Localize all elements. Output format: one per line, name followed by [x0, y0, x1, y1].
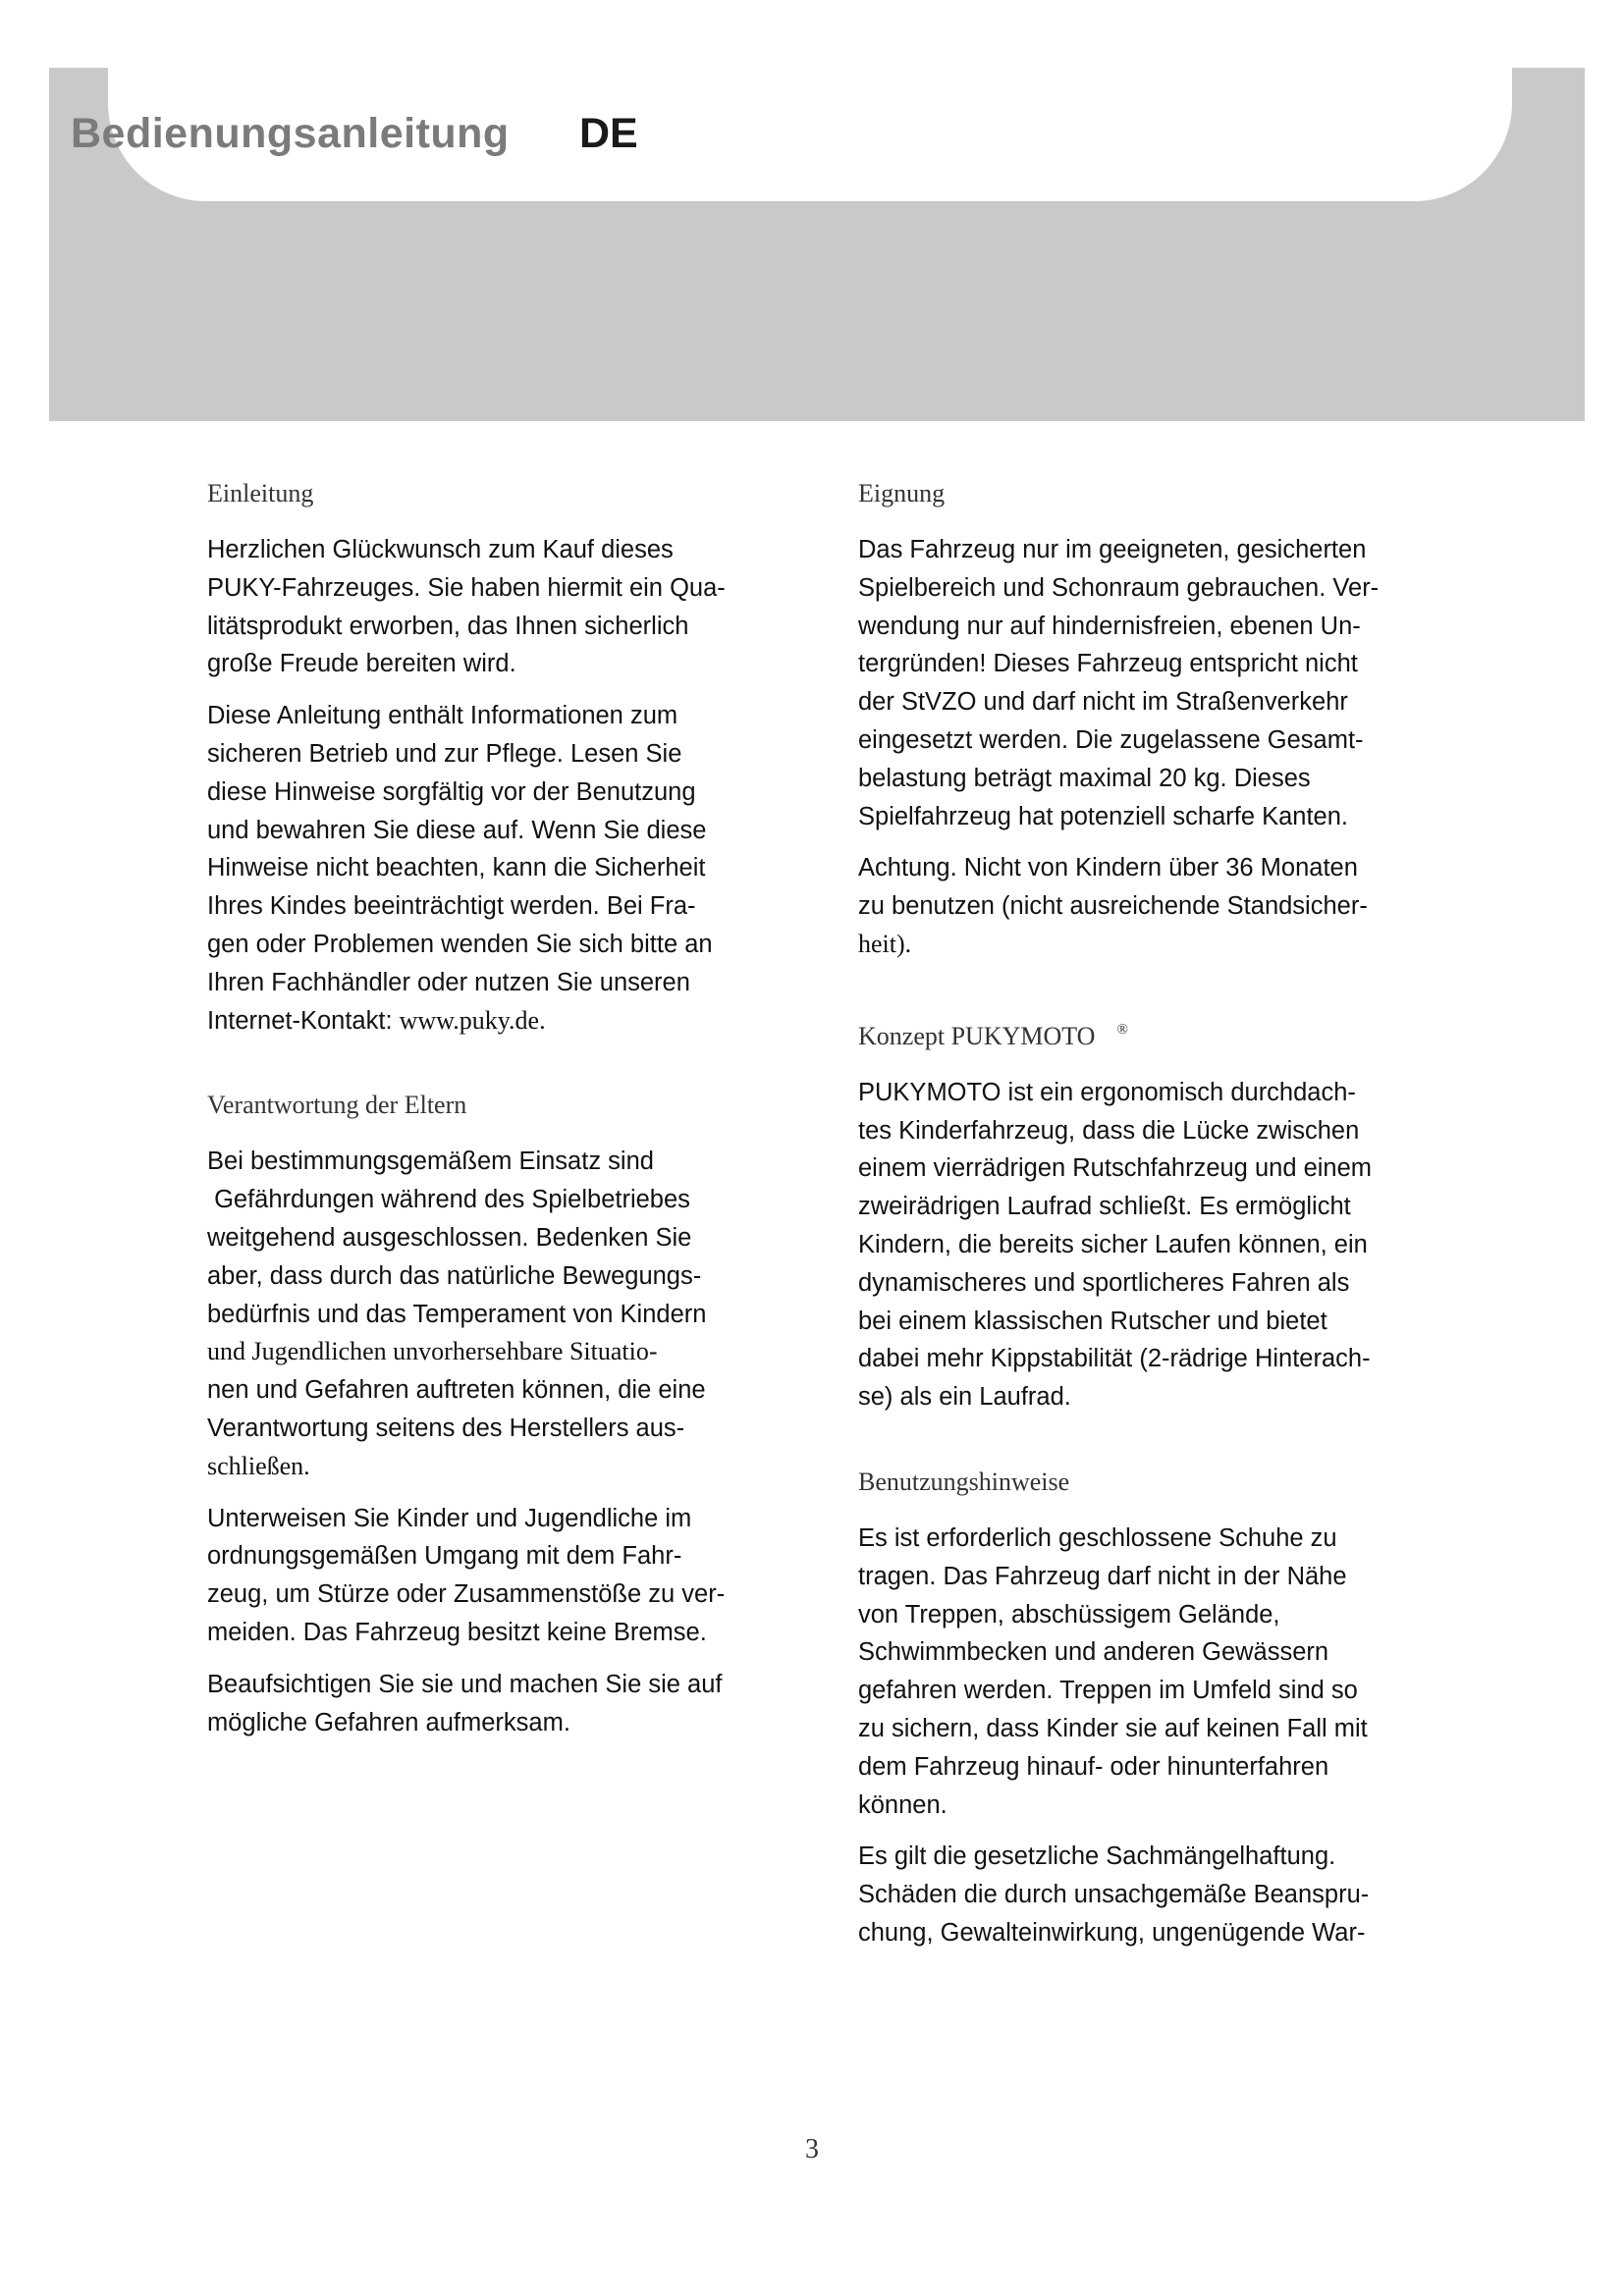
- heading-verantwortung: Verantwortung der Eltern: [207, 1091, 467, 1120]
- text-line: Kindern, die bereits sicher Laufen können, ein: [858, 1230, 1368, 1258]
- text-line: Schwimmbecken und anderen Gewässern: [858, 1638, 1329, 1667]
- registered-mark: ®: [1116, 1021, 1128, 1038]
- text-line: Bei bestimmungsgemäßem Einsatz sind: [207, 1148, 654, 1176]
- heading-text: Konzept PUKYMOTO: [858, 1021, 1096, 1050]
- text-line: [207, 1002, 796, 1041]
- text-line: Diese Anleitung enthält Informationen zum: [207, 702, 678, 730]
- text-line: Es gilt die gesetzliche Sachmängelhaftung.: [858, 1842, 1336, 1871]
- paragraph: [207, 531, 796, 683]
- text-line: ordnungsgemäßen Umgang mit dem Fahr-: [207, 1542, 682, 1571]
- text-line: der StVZO und darf nicht im Straßenverkehr: [858, 688, 1348, 717]
- right-column: [858, 474, 1447, 1966]
- text-line: wendung nur auf hindernisfreien, ebenen Un-: [858, 612, 1361, 640]
- text-line: Herzlichen Glückwunsch zum Kauf dieses: [207, 536, 674, 563]
- text-line: PUKY-Fahrzeuges. Sie haben hiermit ein Qua-: [207, 573, 726, 602]
- text-line: Es ist erforderlich geschlossene Schuhe zu: [858, 1523, 1337, 1552]
- text-fragment: Internet-Kontakt:: [207, 1006, 400, 1035]
- text-line: tes Kinderfahrzeug, dass die Lücke zwischen: [858, 1116, 1360, 1145]
- text-line: gen oder Problemen wenden Sie sich bitte an: [207, 930, 713, 958]
- text-line: meiden. Das Fahrzeug besitzt keine Bremse.: [207, 1618, 707, 1646]
- text-line: einem vierrädrigen Rutschfahrzeug und einem: [858, 1154, 1373, 1183]
- paragraph: [858, 849, 1447, 963]
- text-line: bei einem klassischen Rutscher und bietet: [858, 1307, 1327, 1335]
- page-number: 3: [805, 2134, 819, 2164]
- text-line: von Treppen, abschüssigem Gelände,: [858, 1600, 1280, 1629]
- text-line: Spielfahrzeug hat potenziell scharfe Kanten.: [858, 802, 1348, 830]
- text-line: Verantwortung seitens des Herstellers aus-: [207, 1414, 685, 1442]
- text-line: weitgehend ausgeschlossen. Bedenken Sie: [207, 1223, 692, 1252]
- text-line: zeug, um Stürze oder Zusammenstöße zu ver-: [207, 1580, 726, 1609]
- paragraph: [207, 697, 796, 1040]
- paragraph: [207, 1143, 796, 1485]
- text-line: sicheren Betrieb und zur Pflege. Lesen Sie: [207, 739, 682, 768]
- heading-eignung: Eignung: [858, 479, 946, 507]
- text-line: dabei mehr Kippstabilität (2-rädrige Hinterach-: [858, 1345, 1371, 1373]
- paragraph: [207, 1500, 796, 1652]
- paragraph: [207, 1666, 796, 1742]
- text-line: können.: [858, 1790, 947, 1819]
- text-line: PUKYMOTO ist ein ergonomisch durchdach-: [858, 1078, 1356, 1106]
- text-line: gefahren werden. Treppen im Umfeld sind so: [858, 1677, 1358, 1705]
- text-line: und bewahren Sie diese auf. Wenn Sie diese: [207, 816, 707, 844]
- text-line: nen und Gefahren auftreten können, die eine: [207, 1376, 706, 1405]
- website-link[interactable]: www.puky.de.: [399, 1005, 546, 1035]
- paragraph: [858, 1838, 1447, 1951]
- text-line: belastung beträgt maximal 20 kg. Dieses: [858, 764, 1311, 792]
- text-line: zweirädrigen Laufrad schließt. Es ermöglicht: [858, 1193, 1351, 1221]
- text-line: Gefährdungen während des Spielbetriebes: [207, 1186, 690, 1214]
- text-line: große Freude bereiten wird.: [207, 650, 516, 678]
- paragraph: [858, 1520, 1447, 1824]
- text-line: litätsprodukt erworben, das Ihnen sicherlich: [207, 612, 689, 640]
- text-line: Ihren Fachhändler oder nutzen Sie unseren: [207, 968, 690, 996]
- text-line: tragen. Das Fahrzeug darf nicht in der Nähe: [858, 1562, 1347, 1590]
- text-line: Beaufsichtigen Sie sie und machen Sie sie auf: [207, 1670, 723, 1698]
- text-line: diese Hinweise sorgfältig vor der Benutzung: [207, 777, 696, 806]
- text-line: Unterweisen Sie Kinder und Jugendliche im: [207, 1504, 692, 1532]
- heading-einleitung: Einleitung: [207, 479, 314, 507]
- paragraph: [858, 531, 1447, 835]
- text-line: Ihres Kindes beeinträchtigt werden. Bei Fra-: [207, 892, 696, 921]
- text-line: Spielbereich und Schonraum gebrauchen. Ver-: [858, 573, 1380, 602]
- text-line: heit).: [858, 929, 912, 958]
- language-code: DE: [579, 110, 638, 157]
- left-column: [207, 474, 796, 1755]
- heading-konzept: [858, 1010, 1447, 1056]
- text-line: zu sichern, dass Kinder sie auf keinen Fall mit: [858, 1714, 1368, 1742]
- text-line: dem Fahrzeug hinauf- oder hinunterfahren: [858, 1752, 1329, 1781]
- text-line: Hinweise nicht beachten, kann die Sicherheit: [207, 854, 706, 882]
- text-line: tergründen! Dieses Fahrzeug entspricht nicht: [858, 650, 1358, 678]
- text-line: se) als ein Laufrad.: [858, 1383, 1071, 1412]
- heading-benutzung: Benutzungshinweise: [858, 1467, 1070, 1496]
- text-line: eingesetzt werden. Die zugelassene Gesamt-: [858, 725, 1364, 754]
- text-line: mögliche Gefahren aufmerksam.: [207, 1708, 570, 1736]
- text-line: chung, Gewalteinwirkung, ungenügende War-: [858, 1918, 1366, 1947]
- manual-title: Bedienungsanleitung: [71, 110, 510, 157]
- text-line: Das Fahrzeug nur im geeigneten, gesicherten: [858, 536, 1367, 563]
- text-line: aber, dass durch das natürliche Bewegungs-: [207, 1261, 702, 1290]
- text-line: und Jugendlichen unvorhersehbare Situatio-: [207, 1337, 658, 1366]
- text-line: Schäden die durch unsachgemäße Beanspru-: [858, 1881, 1370, 1909]
- text-line: dynamischeres und sportlicheres Fahren als: [858, 1268, 1350, 1297]
- text-line: bedürfnis und das Temperament von Kindern: [207, 1300, 707, 1328]
- text-line: Achtung. Nicht von Kindern über 36 Monaten: [858, 854, 1358, 882]
- text-line: zu benutzen (nicht ausreichende Standsicher-: [858, 892, 1368, 921]
- paragraph: [858, 1074, 1447, 1416]
- text-line: schließen.: [207, 1451, 310, 1480]
